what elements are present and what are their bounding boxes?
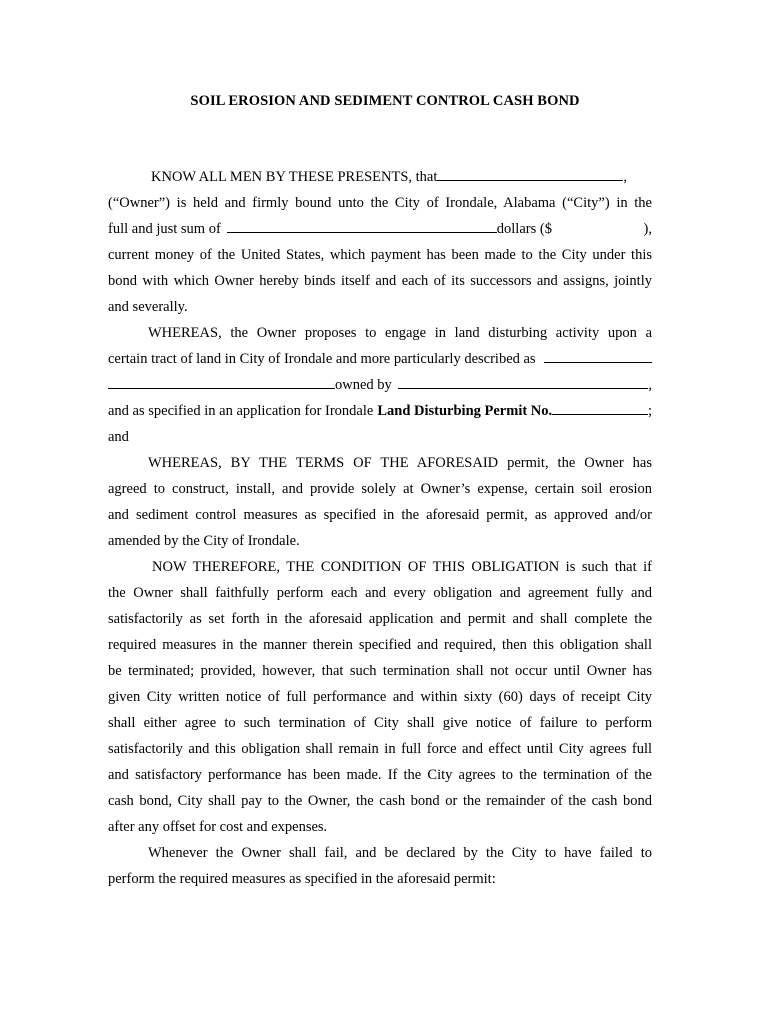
p2-line-4-text: and as specified in an application for Irondale [108, 403, 374, 419]
tract-description-blank-2[interactable] [108, 374, 335, 389]
p4-line-6: given City written notice of full performance and within sixty (60) days of receipt City [108, 689, 652, 705]
p2-line-4-end: ; [647, 403, 652, 419]
p1-line-3-text: full and just sum of [108, 221, 221, 237]
p4-line-7: shall either agree to such termination of City shall give notice of failure to perform [108, 715, 652, 731]
p2-line-3 [108, 372, 652, 398]
p2-line-1: WHEREAS, the Owner proposes to engage in land disturbing activity upon a [148, 325, 652, 341]
owner-name-blank[interactable] [437, 166, 623, 181]
p3-line-1: WHEREAS, BY THE TERMS OF THE AFORESAID permit, the Owner has [148, 455, 652, 471]
p1-line-3 [108, 216, 652, 242]
p1-line-1-text: KNOW ALL MEN BY THESE PRESENTS, that [151, 169, 438, 185]
p1-line-5: bond with which Owner hereby binds itself and each of its successors and assigns, jointly [108, 273, 652, 289]
p4-line-5: be terminated; provided, however, that such termination shall not occur until Owner has [108, 663, 652, 679]
p5-line-1: Whenever the Owner shall fail, and be declared by the City to have failed to [148, 845, 652, 861]
tract-description-blank[interactable] [544, 348, 652, 363]
p4-line-2: the Owner shall faithfully perform each and every obligation and agreement fully and [108, 585, 652, 601]
p3-line-4: amended by the City of Irondale. [108, 533, 300, 549]
dollars-label: dollars ($ [496, 221, 552, 237]
p1-line-1 [108, 164, 652, 190]
owned-by-label: owned by [335, 377, 392, 393]
sum-words-blank[interactable] [227, 218, 497, 233]
p4-line-3: satisfactorily as set forth in the aforesaid application and permit and shall complete the [108, 611, 652, 627]
p1-line-6: and severally. [108, 299, 188, 315]
permit-number-blank[interactable] [552, 400, 648, 415]
p3-line-2: agreed to construct, install, and provide solely at Owner’s expense, certain soil erosion [108, 481, 652, 497]
p1-line-2: (“Owner”) is held and firmly bound unto the City of Irondale, Alabama (“City”) in the [108, 195, 652, 211]
p4-line-9: and satisfactory performance has been made. If the City agrees to the termination of the [108, 767, 652, 783]
p4-line-10: cash bond, City shall pay to the Owner, the cash bond or the remainder of the cash bond [108, 793, 652, 809]
p2-line-2-text: certain tract of land in City of Irondale and more particularly described as [108, 351, 536, 367]
p4-line-11: after any offset for cost and expenses. [108, 819, 328, 835]
p4-line-4: required measures in the manner therein specified and required, then this obligation shall [108, 637, 652, 653]
p3-line-3: and sediment control measures as specified in the aforesaid permit, as approved and/or [108, 507, 652, 523]
p2-line-5: and [108, 429, 129, 445]
permit-number-label: Land Disturbing Permit No. [377, 403, 553, 419]
document-body [108, 164, 652, 892]
dollars-close: ), [643, 221, 652, 237]
document-title: SOIL EROSION AND SEDIMENT CONTROL CASH BOND [190, 93, 580, 109]
p1-line-4: current money of the United States, which payment has been made to the City under this [108, 247, 652, 263]
p1-line-1-end: , [623, 169, 628, 185]
p2-line-4 [108, 398, 652, 424]
p4-line-1: NOW THEREFORE, THE CONDITION OF THIS OBLIGATION is such that if [152, 559, 652, 575]
p5-line-2: perform the required measures as specified in the aforesaid permit: [108, 871, 496, 887]
owned-by-blank[interactable] [398, 374, 649, 389]
p2-line-3-end: , [648, 377, 652, 393]
p2-line-2 [108, 346, 652, 372]
p4-line-8: satisfactorily and this obligation shall remain in full force and effect until City agrees full [108, 741, 652, 757]
